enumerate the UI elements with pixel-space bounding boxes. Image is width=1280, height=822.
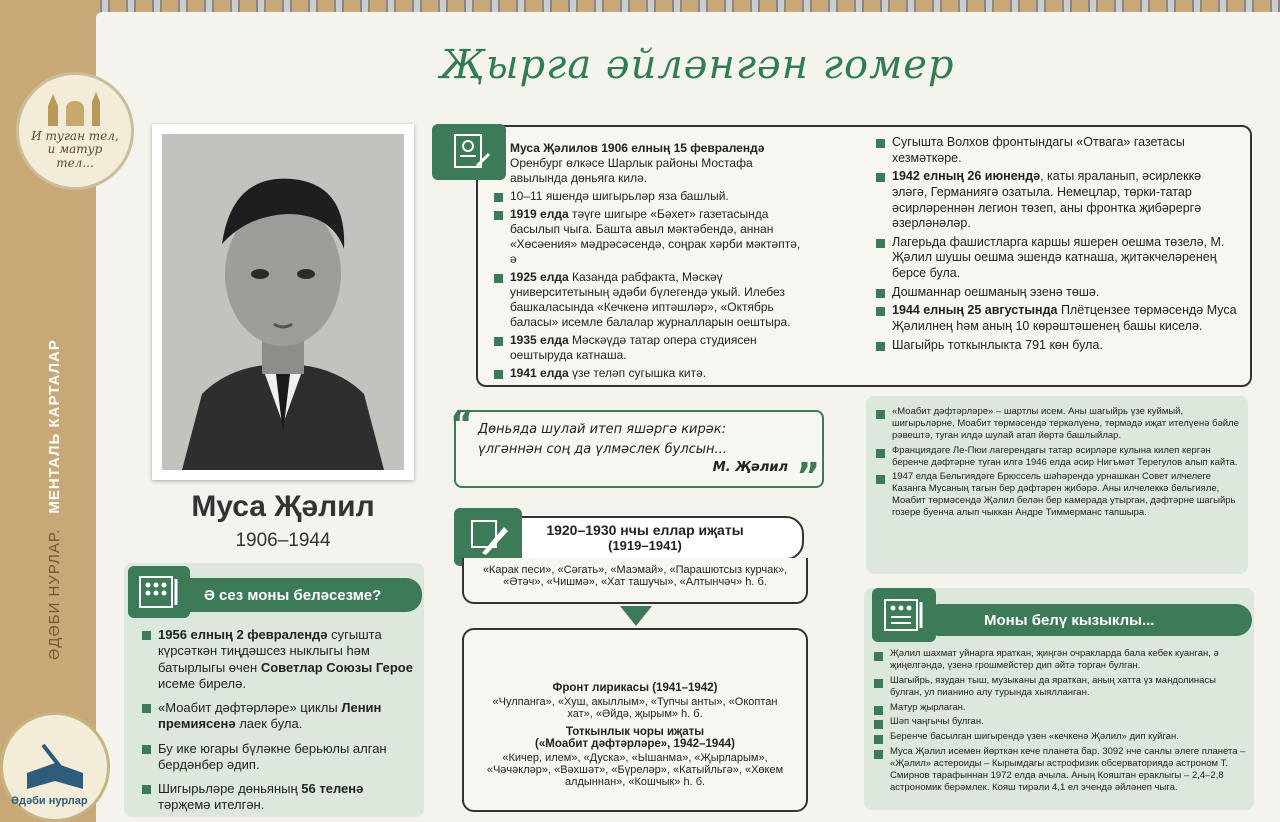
kremlin-icon (40, 92, 110, 128)
list-item (140, 741, 416, 774)
did-you-know-list (140, 627, 416, 822)
list-item (874, 303, 1238, 334)
highlight-text: 1935 елда (510, 333, 569, 347)
quote-box (450, 404, 824, 497)
prison-list: «Кичер, илем», «Дуска», «Ышанма», «Җырларым», «Чәчәкләр», «Вәхшәт», «Бүреләр», «Катыйльгә», «Хөкем алдыннан», «Кошчык» һ. б. (486, 752, 784, 788)
list-item: 1947 елда Бельгиядәге Брюссель шәһәрендә урнашкан Совет илчелеге Казанга Мусаның тагын бер дәфтәрен җибәрә. Аны илчелеккә бельгияле, Моабит төрмәсендә Җәлил белән бер камерада утырган, дәфтәрне шагыйрь гозере буенча алып чыккан Андре Тиммерманс тапшыра. (874, 471, 1240, 519)
item-text: 10–11 яшендә шигырьләр яза башлый. (510, 189, 729, 203)
period1-title: 1920–1930 нчы еллар иҗаты (546, 522, 744, 538)
list-item (492, 366, 810, 381)
period1-works-list: «Карак песи», «Сәгать», «Маэмай», «Парашютсыз курчак», «Әтәч», «Чишмә», «Хат ташучы», «Алтынчәч» һ. б. (482, 564, 788, 588)
war-works-box (462, 628, 808, 812)
highlight-text: 1942 елның 26 июнендә (892, 169, 1041, 184)
item-text: тәрҗемә ителгән. (158, 797, 265, 813)
prison-subtitle: («Моабит дәфтәрләре», 1942–1944) (535, 738, 735, 750)
item-text: Бу ике югары бүләкне берьюлы алган бердәнбер әдип. (158, 740, 387, 772)
item-text: Дошманнар оешманың эзенә төшә. (892, 284, 1100, 299)
period1-works-box (462, 558, 808, 604)
series-name: ӘДӘБИ НУРЛАР. (46, 528, 63, 660)
logo (0, 712, 110, 822)
item-text: Оренбург өлкәсе Шарлык районы Мостафа авылында дөньяга килә. (510, 156, 753, 185)
portrait-silhouette (162, 134, 404, 470)
list-item: Җәлил шахмат уйнарга яраткан, җиңгән очракларда бала кебек куанган, ә җиңелгәндә, үзенә грошмейстер дип әйтә торган булган. (872, 648, 1246, 672)
portrait-photo (152, 124, 414, 480)
highlight-text: 1941 елда (510, 366, 569, 380)
quote-line-2: үлгәннән соң да үлмәслек булсын... (478, 442, 727, 457)
interesting-list (872, 648, 1246, 797)
period1-pill (486, 516, 804, 560)
highlight-text: 1944 елның 25 августында (892, 303, 1058, 318)
highlight-text: Советлар Союзы Герое (260, 659, 413, 675)
list-item (140, 627, 416, 692)
moabit-notes-box (866, 396, 1248, 574)
list-item (140, 700, 416, 733)
quote-open-icon: “ (450, 404, 474, 445)
item-text: үзе теләп сугышка китә. (568, 366, 707, 380)
book-list-icon (872, 588, 936, 642)
down-arrow-icon (616, 604, 656, 628)
item-text: Сугышта Волхов фронтындагы «Отвага» газетасы хезмәткәре. (892, 135, 1185, 165)
period1-years: (1919–1941) (608, 538, 682, 553)
list-item: «Моабит дәфтәрләре» – шартлы исем. Аны шагыйрь үзе куймый, шигырьләрне, Моабит төрмәсендә теркәлүенә, төрмәдә иҗат ителүенә бәйле рәвештә, туган илдә шулай атап йөртә башлыйлар. (874, 406, 1240, 442)
list-item (874, 135, 1238, 166)
item-text: Мәскәүдә татар опера студиясен оештыруда катнаша. (510, 333, 757, 362)
highlight-text: 1919 елда (510, 207, 569, 221)
highlight-text: Ленин премиясенә (158, 700, 382, 732)
interesting-header: Моны белү кызыклы... (934, 604, 1252, 636)
list-item (492, 207, 810, 267)
section-name: МЕНТАЛЬ КАРТАЛАР (46, 339, 63, 514)
biography-column-2 (874, 135, 1238, 356)
certificate-icon (432, 124, 506, 180)
highlight-text: 1925 елда (510, 270, 569, 284)
item-text: Плётцензее төрмәсендә Муса Җәлилнең һәм аның 10 көрәштәшенең башы киселә. (892, 303, 1237, 333)
sidebar-label (20, 280, 63, 660)
list-item (874, 338, 1238, 354)
item-text: сугышта күрсәткән тиңдәшсез ныклыгы һәм батырлыгы өчен (158, 627, 382, 675)
list-item (492, 333, 810, 363)
person-years: 1906–1944 (235, 530, 331, 551)
item-text: тәүге шигыре «Бәхет» газетасында басылып чыга. Башта авыл мәктәбендә, аннан «Хөсәения» мәдрәсәсендә, соңрак хәрби мәктәптә, ә (510, 207, 801, 266)
page-title: Җырга әйләнгән гомер (440, 42, 955, 88)
list-item (874, 235, 1238, 282)
highlight-text: 56 теленә (301, 781, 364, 796)
list-item (492, 189, 810, 204)
list-item (874, 169, 1238, 232)
list-item (492, 270, 810, 330)
seal-text: И туган тел, и матур тел... (31, 129, 119, 170)
list-item: Шагыйрь, язудан тыш, музыканы да яраткан, аның хатта үз мандолинасы булган, ул пианино алу турында хыялланган. (872, 675, 1246, 699)
item-text: Лагерьда фашистларга каршы яшерен оешма төзелә, М. Җәлил шушы оешма эшендә катнаша, җитәкчеләренең берсе була. (892, 234, 1225, 280)
list-item: Франциядәге Ле-Пюи лагерендагы татар әсирләре кулына килеп кергән беренче дәфтәрне туган илгә 1946 елда әсир Нигъмәт Терегулов алып кайта. (874, 445, 1240, 469)
notebook-icon (128, 566, 190, 618)
person-name: Муса Җәлил (191, 490, 375, 523)
list-item (874, 285, 1238, 301)
item-text: Шигырьләре дөньяның (158, 781, 302, 796)
biography-column-1 (492, 141, 810, 384)
front-lyrics-list: «Чулпанга», «Хуш, акыллым», «Тупчы анты», «Окоптан хат», «Әйдә, җырым» һ. б. (492, 696, 778, 720)
front-lyrics-title: Фронт лирикасы (1941–1942) (552, 682, 718, 694)
item-text: исеме бирелә. (158, 675, 246, 691)
list-item: Муса Җәлил исемен йөрткән кече планета бар. 3092 нче санлы әлеге планета – «Җәлил» астероиды – Кырымдагы астрофизик обсерваториядә астроном Т. Смирнов тарафыннан 1972 елда ачыла. Аның Кояштан ераклыгы – 2,4–2,8 астрономик берәмлек. Кояш тирәли 4,1 ел эчендә әйләнеп чыга. (872, 746, 1246, 794)
biography-box (476, 125, 1252, 387)
list-item: Беренче басылган шигырендә үзен «кечкенә Җәлил» дип куйган. (872, 731, 1246, 743)
portrait-image (162, 134, 404, 470)
did-you-know-header: Ә сез моны беләсезме? (186, 578, 422, 612)
quote-author: М. Җәлил (712, 460, 788, 475)
item-text: , каты яраланып, әсирлеккә эләгә, Германиягә озатыла. Немецлар, төрки-татар әсирләреннән легион төзеп, аны фронтка җибәрергә әзерләнәләр. (892, 169, 1202, 231)
seal-emblem (16, 72, 134, 190)
list-item: Матур җырлаган. (872, 702, 1246, 714)
item-text: лаек була. (235, 716, 303, 732)
list-item: Шәп чаңгычы булган. (872, 716, 1246, 728)
quote-line-1: Дөньяда шулай итеп яшәргә кирәк: (478, 422, 726, 437)
moabit-notes-list (874, 406, 1240, 522)
item-text: Казанда рабфакта, Мәскәү университетының әдәби бүлегендә укый. Илебез башкаласында «Кечкенә иптәшләр», «Октябрь баласы» исемле балалар журналларын оештыра. (510, 270, 791, 329)
list-item (492, 141, 810, 186)
quote-close-icon: ” (796, 456, 820, 497)
list-item (140, 781, 416, 814)
prison-title: Тоткынлык чоры иҗаты (565, 726, 705, 738)
logo-text: Әдәби нурлар (11, 795, 88, 807)
item-text: Шагыйрь тоткынлыкта 791 көн була. (892, 337, 1103, 352)
item-text: «Моабит дәфтәрләре» циклы (158, 700, 342, 715)
highlight-text: 1956 елның 2 февралендә (158, 627, 328, 642)
highlight-text: Муса Җәлилов 1906 елның 15 февралендә (510, 141, 765, 155)
